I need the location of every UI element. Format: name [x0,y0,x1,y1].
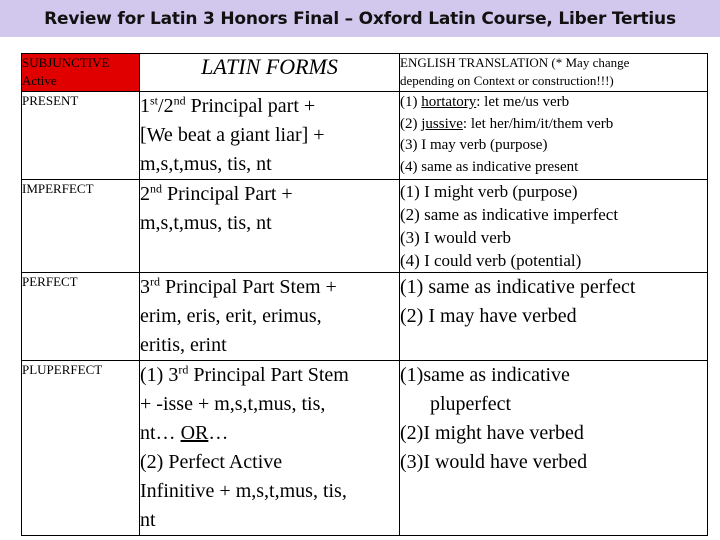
pluperfect-latin-line6: nt [140,509,156,531]
pluperfect-latin-text: (1) 3 [140,364,179,386]
pluperfect-english-line1: (1)same as indicative [400,364,570,386]
perfect-latin-ordinal: rd [150,274,160,289]
present-english-text: (1) [400,94,422,110]
imperfect-latin-text: Principal Part + [162,183,293,205]
imperfect-tense-label: IMPERFECT [22,181,94,196]
present-row [22,92,708,180]
english-header-cell [400,54,708,92]
present-latin-text: 1 [140,95,150,117]
imperfect-latin-line2: m,s,t,mus, tis, nt [140,212,272,234]
imperfect-english-cell [400,180,708,273]
pluperfect-english-line2: pluperfect [430,393,512,415]
pluperfect-row [22,361,708,536]
pluperfect-latin-line1 [140,361,399,390]
imperfect-latin-ordinal: nd [150,181,162,196]
latin-forms-header-cell [140,54,400,92]
subjunctive-header-label: SUBJUNCTIVE [22,55,110,70]
subjunctive-table [21,53,708,536]
perfect-row [22,273,708,361]
present-tense-label: PRESENT [22,93,79,108]
perfect-latin-line1 [140,273,399,302]
pluperfect-latin-text: Principal Part Stem [188,364,349,386]
present-latin-cell [140,92,400,180]
perfect-english-cell [400,273,708,361]
present-latin-line1 [140,92,399,121]
or-keyword: OR [180,422,209,444]
pluperfect-latin-text: nt… [140,422,181,444]
present-english-line4: (4) same as indicative present [400,158,579,175]
english-header-line2: depending on Context or construction!!!) [400,73,614,88]
pluperfect-latin-line2: + -isse + m,s,t,mus, tis, [140,393,326,415]
present-english-text: : let her/him/it/them verb [462,115,614,132]
latin-forms-header-label: LATIN FORMS [201,54,338,79]
imperfect-latin-line1 [140,180,399,209]
present-latin-text: /2 [158,95,174,117]
pluperfect-english-line3: (2)I might have verbed [400,422,584,444]
pluperfect-latin-line4: (2) Perfect Active [140,451,283,473]
pluperfect-latin-line5: Infinitive + m,s,t,mus, tis, [140,480,347,502]
present-latin-line2: [We beat a giant liar] + [140,124,325,146]
pluperfect-english-line4: (3)I would have verbed [400,451,588,473]
pluperfect-tense-cell [22,361,140,536]
imperfect-latin-text: 2 [140,183,150,205]
perfect-latin-text: Principal Part Stem + [160,276,337,298]
present-latin-line3: m,s,t,mus, tis, nt [140,153,272,175]
present-english-text: (2) [400,115,422,132]
pluperfect-latin-line3 [140,419,399,448]
hortatory-term: hortatory [421,94,477,110]
present-latin-text: Principal part + [185,95,316,117]
pluperfect-latin-cell [140,361,400,536]
imperfect-english-line4: (4) I could verb (potential) [400,251,582,270]
pluperfect-latin-text: … [208,422,229,444]
pluperfect-latin-ordinal: rd [178,362,189,377]
active-header-label: Active [22,73,57,88]
imperfect-row [22,180,708,273]
present-english-line1 [400,92,707,114]
title-bar [0,0,720,37]
present-latin-ordinal: st [150,93,159,108]
jussive-term: jussive [421,115,463,132]
perfect-latin-text: 3 [140,276,150,298]
subjunctive-header-cell [22,54,140,92]
perfect-english-line2: (2) I may have verbed [400,305,577,327]
imperfect-latin-cell [140,180,400,273]
imperfect-english-line3: (3) I would verb [400,228,511,247]
header-row [22,54,708,92]
page-title: Review for Latin 3 Honors Final – Oxford Latin Course, Liber Tertius [44,8,676,29]
present-tense-cell [22,92,140,180]
imperfect-english-line2: (2) same as indicative imperfect [400,205,619,224]
present-english-line3: (3) I may verb (purpose) [400,137,548,153]
present-english-line2 [400,114,707,136]
perfect-latin-line3: eritis, erint [140,334,227,356]
perfect-english-line1: (1) same as indicative perfect [400,276,636,298]
present-english-text: : let me/us verb [476,94,570,110]
pluperfect-english-cell [400,361,708,536]
perfect-tense-label: PERFECT [22,274,78,289]
perfect-tense-cell [22,273,140,361]
imperfect-tense-cell [22,180,140,273]
present-latin-ordinal: nd [173,93,186,108]
perfect-latin-line2: erim, eris, erit, erimus, [140,305,322,327]
english-header-line1: ENGLISH TRANSLATION (* May change [400,55,630,70]
pluperfect-tense-label: PLUPERFECT [22,362,103,377]
imperfect-english-line1: (1) I might verb (purpose) [400,182,578,201]
present-english-cell [400,92,708,180]
perfect-latin-cell [140,273,400,361]
